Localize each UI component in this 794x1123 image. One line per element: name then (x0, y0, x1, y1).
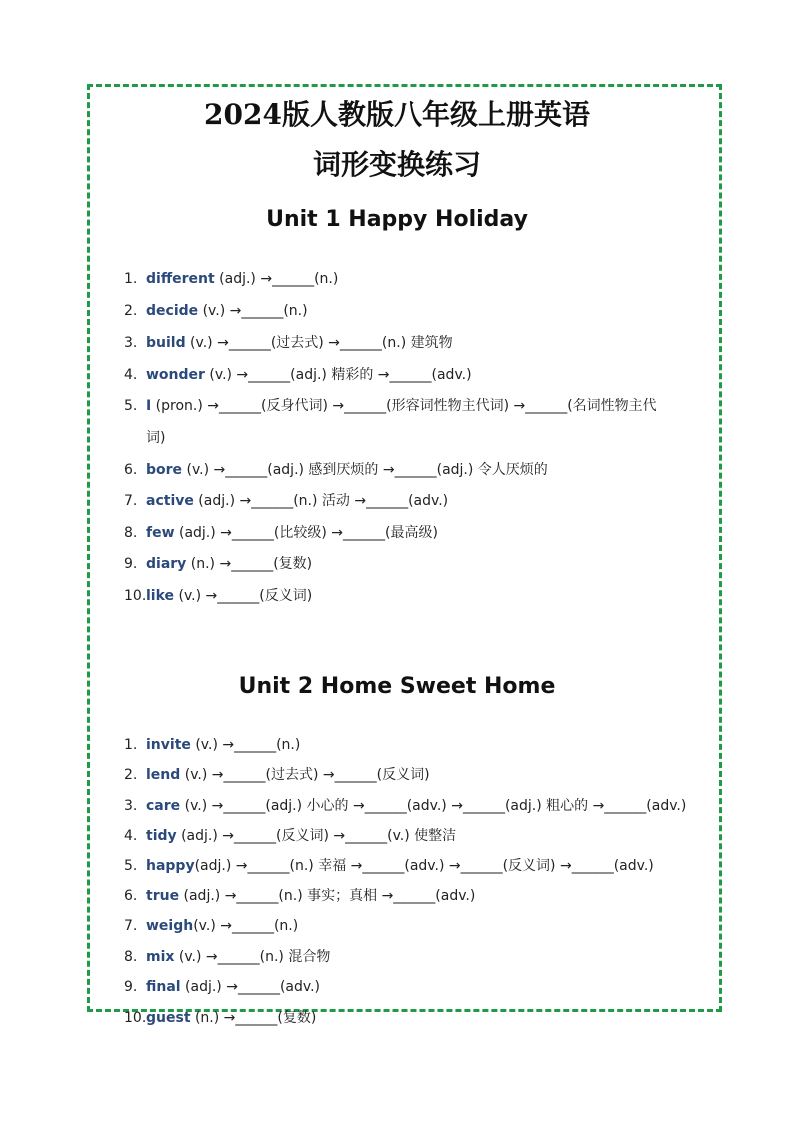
item-word: lend (146, 767, 181, 783)
list-item (124, 942, 719, 973)
item-prompt: (adj.) →______(反义词) →______(v.) 使整洁 (176, 828, 457, 844)
list-item (124, 791, 719, 822)
item-number: 2. (124, 767, 138, 783)
list-item (124, 911, 719, 942)
list-item (124, 1003, 719, 1034)
item-prompt: (v.) →______(n.) 混合物 (174, 949, 331, 965)
item-prompt: (adj.) →______(比较级) →______(最高级) (174, 525, 438, 541)
item-number: 2. (124, 303, 138, 319)
list-item (124, 760, 719, 791)
item-word: weigh (146, 918, 194, 934)
item-number: 3. (124, 798, 138, 814)
list-item (124, 518, 719, 549)
list-item (124, 455, 719, 486)
item-prompt: (v.) →______(adj.) 感到厌烦的 →______(adj.) 令人厌烦的 (182, 462, 548, 478)
list-item (124, 264, 719, 295)
item-prompt: (v.) →______(过去式) →______(n.) 建筑物 (185, 335, 453, 351)
list-item (124, 486, 719, 517)
item-number: 10. (124, 1010, 147, 1026)
list-item (124, 730, 719, 761)
item-word: happy (146, 858, 195, 874)
item-word: mix (146, 949, 175, 965)
item-word: diary (146, 556, 187, 572)
list-item (124, 881, 719, 912)
item-prompt: (adj.) →______(n.) 事实；真相 →______(adv.) (179, 888, 476, 904)
item-number: 4. (124, 828, 138, 844)
page-title: 2024版人教版八年级上册英语 (204, 98, 590, 131)
item-word: like (146, 588, 175, 604)
item-number: 1. (124, 271, 138, 287)
item-number: 8. (124, 525, 138, 541)
item-word: bore (146, 462, 183, 478)
item-prompt: (pron.) →______(反身代词) →______(形容词性物主代词) →______(名词性物主代 (151, 398, 657, 414)
item-number: 6. (124, 462, 138, 478)
list-item (124, 821, 719, 852)
item-prompt: (v.) →______(n.) (193, 918, 299, 934)
item-number: 7. (124, 493, 138, 509)
item-word: care (146, 798, 181, 814)
item-word: I (146, 398, 152, 414)
item-prompt-continuation: 词) (146, 430, 166, 446)
item-word: different (146, 271, 215, 287)
item-prompt: (adj.) →______(adv.) (180, 979, 320, 995)
item-prompt: (v.) →______(反义词) (174, 588, 313, 604)
item-prompt: (v.) →______(n.) (198, 303, 308, 319)
page-subtitle: 词形变换练习 (312, 148, 481, 181)
list-item (124, 549, 719, 580)
item-word: invite (146, 737, 191, 753)
unit-2-heading: Unit 2 Home Sweet Home (238, 674, 556, 699)
item-prompt: (adj.) →______(n.) (214, 271, 339, 287)
list-item (124, 972, 719, 1003)
item-number: 6. (124, 888, 138, 904)
item-number: 8. (124, 949, 138, 965)
item-word: final (146, 979, 181, 995)
item-number: 7. (124, 918, 138, 934)
item-number: 5. (124, 398, 138, 414)
item-prompt: (adj.) →______(n.) 活动 →______(adv.) (193, 493, 449, 509)
list-item (124, 851, 719, 882)
item-number: 1. (124, 737, 138, 753)
item-prompt: (v.) →______(过去式) →______(反义词) (180, 767, 430, 783)
item-number: 9. (124, 556, 138, 572)
unit-1-heading: Unit 1 Happy Holiday (266, 207, 528, 232)
item-word: few (146, 525, 175, 541)
item-prompt: (v.) →______(adj.) 小心的 →______(adv.) →______(adj.) 粗心的 →______(adv.) (180, 798, 687, 814)
item-prompt: (n.) →______(复数) (186, 556, 313, 572)
item-word: wonder (146, 367, 205, 383)
list-item (124, 296, 719, 327)
item-number: 4. (124, 367, 138, 383)
item-number: 3. (124, 335, 138, 351)
item-word: guest (146, 1010, 191, 1026)
item-number: 9. (124, 979, 138, 995)
item-word: active (146, 493, 194, 509)
list-item (124, 391, 719, 422)
list-item (124, 581, 719, 612)
item-word: tidy (146, 828, 177, 844)
item-number: 5. (124, 858, 138, 874)
item-prompt: (v.) →______(n.) (190, 737, 301, 753)
item-prompt: (v.) →______(adj.) 精彩的 →______(adv.) (204, 367, 472, 383)
list-item-continuation (124, 423, 719, 454)
item-word: build (146, 335, 186, 351)
item-word: decide (146, 303, 199, 319)
item-prompt: (n.) →______(复数) (190, 1010, 317, 1026)
item-prompt: (adj.) →______(n.) 幸福 →______(adv.) →______(反义词) →______(adv.) (194, 858, 654, 874)
item-word: true (146, 888, 180, 904)
item-number: 10. (124, 588, 147, 604)
list-item (124, 360, 719, 391)
list-item (124, 328, 719, 359)
